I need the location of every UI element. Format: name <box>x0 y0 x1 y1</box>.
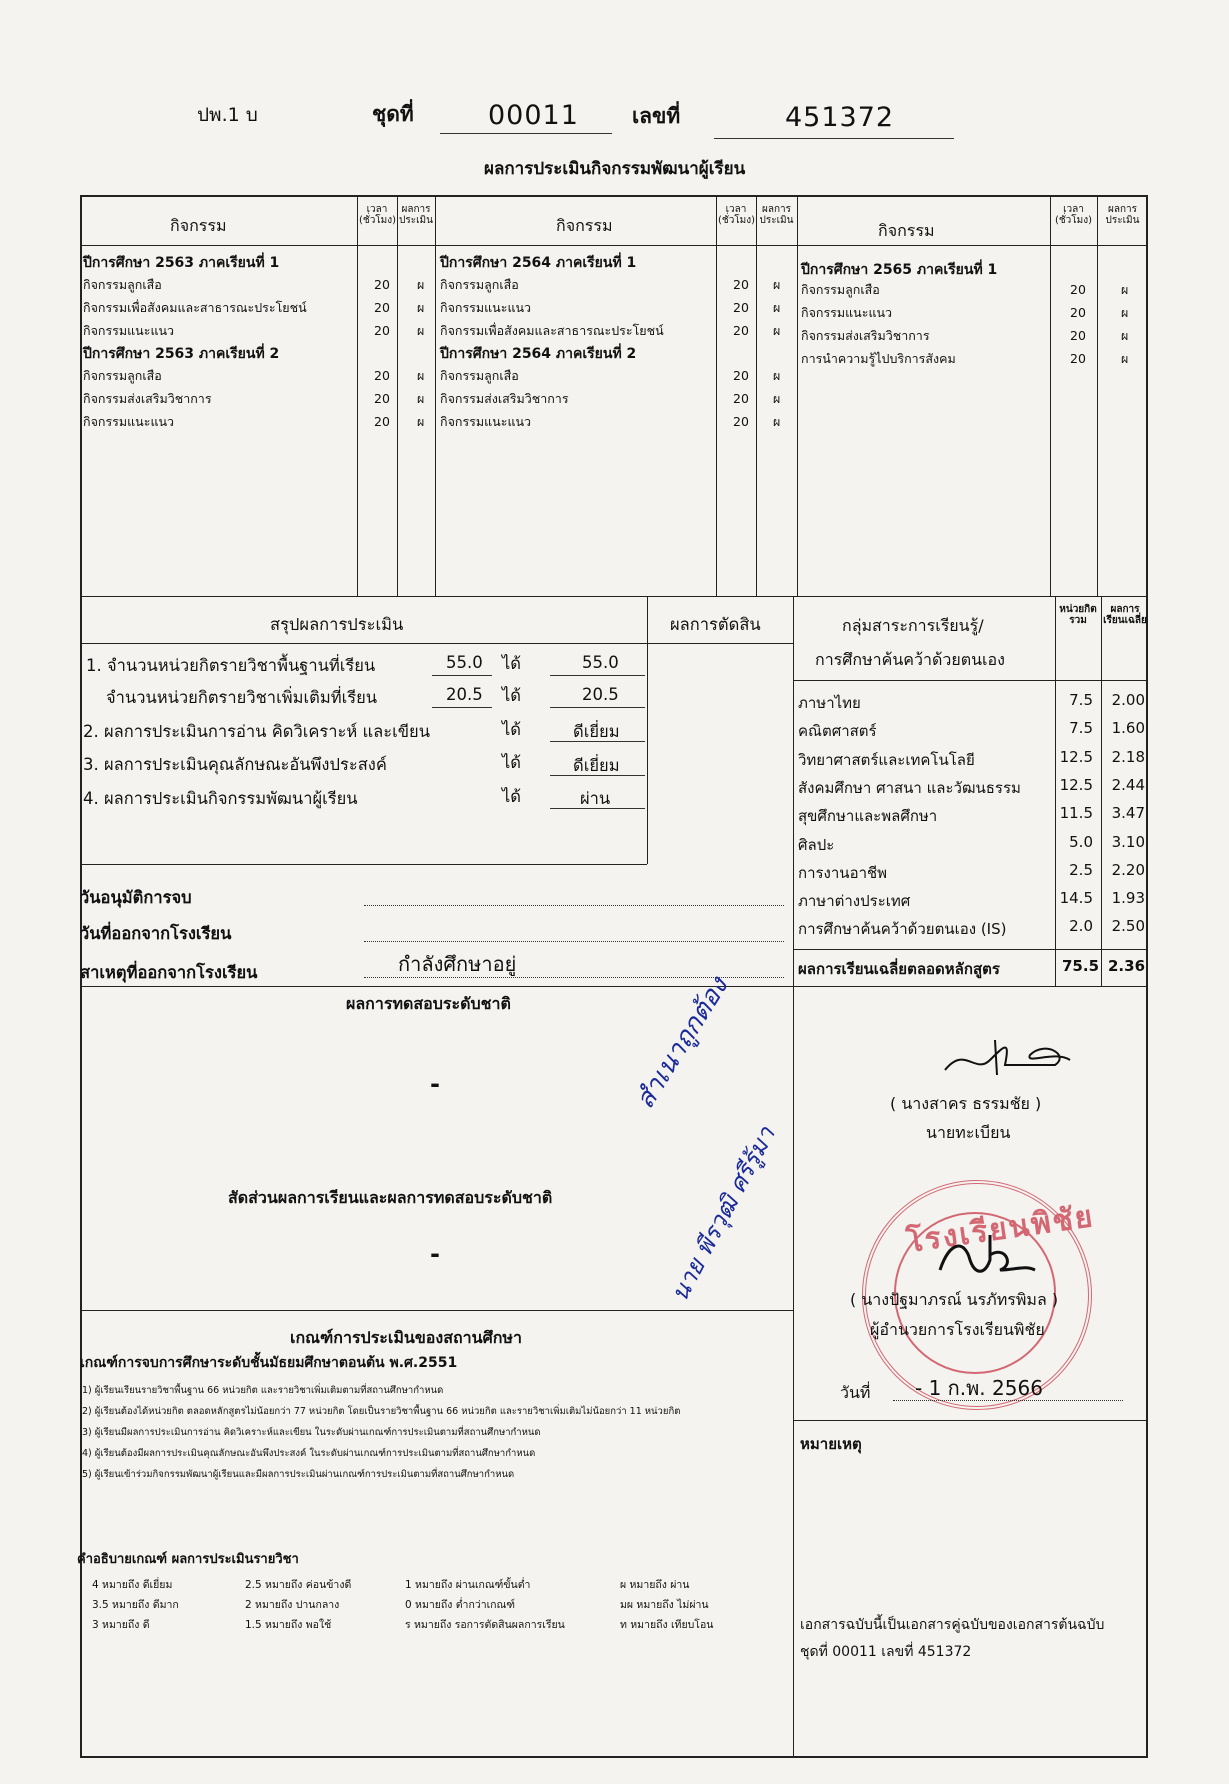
handwritten-certify: สำเนาถูกต้อง <box>630 972 735 1115</box>
legend-item: 3.5 หมายถึง ดีมาก <box>92 1599 179 1611</box>
activity-result: ผ <box>773 391 781 406</box>
activity-name: กิจกรรมลูกเสือ <box>801 282 880 297</box>
subject-credits: 7.5 <box>1069 691 1093 709</box>
summary-row-3-got: ได้ <box>502 720 522 739</box>
col3-activity-header: กิจกรรม <box>878 221 935 240</box>
activity-name: กิจกรรมส่งเสริมวิชาการ <box>83 391 212 406</box>
decision-heading: ผลการตัดสิน <box>670 615 761 634</box>
activity-name: กิจกรรมลูกเสือ <box>83 277 162 292</box>
summary-row-4-got: ได้ <box>502 753 522 772</box>
handwritten-name: นาย พีรวุฒิ ศรีรู้มา <box>665 1122 781 1306</box>
leave-reason-label: สาเหตุที่ออกจากโรงเรียน <box>80 963 258 982</box>
summary-bottom-divider <box>80 864 647 865</box>
criteria-item: 3) ผู้เรียนมีผลการประเมินการอ่าน คิดวิเคราะห์และเขียน ในระดับผ่านเกณฑ์การประเมินตามที่สถานศึกษากำหนด <box>82 1427 541 1438</box>
total-credits: 75.5 <box>1062 957 1100 975</box>
col3-result-header: ผลการประเมิน <box>1105 204 1140 226</box>
activity-hours: 20 <box>733 323 749 338</box>
subject-name: สุขศึกษาและพลศึกษา <box>798 807 938 825</box>
activity-name: กิจกรรมแนะแนว <box>83 323 175 338</box>
legend-item: 4 หมายถึง ดีเยี่ยม <box>92 1579 173 1591</box>
activity-name: กิจกรรมลูกเสือ <box>440 368 519 383</box>
legend-item: 1.5 หมายถึง พอใช้ <box>245 1619 332 1631</box>
director-signature <box>930 1225 1040 1285</box>
activity-hours: 20 <box>733 368 749 383</box>
summary-heading: สรุปผลการประเมิน <box>270 615 404 634</box>
remarks-line-2: ชุดที่ 00011 เลขที่ 451372 <box>800 1644 972 1660</box>
summary-row-3-result: ดีเยี่ยม <box>573 722 620 741</box>
subject-credits: 12.5 <box>1059 748 1093 766</box>
activity-name: กิจกรรมส่งเสริมวิชาการ <box>801 328 930 343</box>
ratio-value: - <box>430 1240 440 1268</box>
leave-reason-value: กำลังศึกษาอยู่ <box>398 952 517 976</box>
semester-heading: ปีการศึกษา 2563 ภาคเรียนที่ 2 <box>83 346 280 362</box>
activity-result: ผ <box>417 414 425 429</box>
registrar-name: ( นางสาคร ธรรมชัย ) <box>890 1094 1042 1113</box>
subject-col-divider <box>1055 596 1056 986</box>
activity-name: กิจกรรมลูกเสือ <box>440 277 519 292</box>
activity-result: ผ <box>1121 351 1129 366</box>
activity-hours: 20 <box>374 323 390 338</box>
subject-name: การงานอาชีพ <box>798 864 888 882</box>
activity-name: กิจกรรมแนะแนว <box>440 414 532 429</box>
activity-name: กิจกรรมแนะแนว <box>440 300 532 315</box>
activity-column-3 <box>801 258 1146 370</box>
legend-item: 0 หมายถึง ต่ำกว่าเกณฑ์ <box>405 1599 515 1611</box>
col-divider <box>797 195 798 596</box>
semester-heading: ปีการศึกษา 2563 ภาคเรียนที่ 1 <box>83 255 280 271</box>
criteria-heading: เกณฑ์การประเมินของสถานศึกษา <box>290 1328 522 1347</box>
leave-date-label: วันที่ออกจากโรงเรียน <box>80 924 232 943</box>
legend-item: 3 หมายถึง ดี <box>92 1619 150 1631</box>
legend-item: 1 หมายถึง ผ่านเกณฑ์ขั้นต่ำ <box>405 1579 531 1591</box>
subject-credits: 5.0 <box>1069 833 1093 851</box>
summary-row-4-result: ดีเยี่ยม <box>573 756 620 775</box>
subject-grade: 2.44 <box>1111 776 1145 794</box>
activity-header-divider <box>80 245 1148 246</box>
set-number-underline <box>440 133 612 134</box>
remarks-heading: หมายเหตุ <box>800 1435 862 1453</box>
semester-heading: ปีการศึกษา 2564 ภาคเรียนที่ 1 <box>440 255 637 271</box>
col2-hours-header: เวลา (ชั่วโมง) <box>718 204 756 226</box>
activity-name: กิจกรรมเพื่อสังคมและสาธารณะประโยชน์ <box>440 323 664 338</box>
activity-hours: 20 <box>374 414 390 429</box>
activity-result: ผ <box>1121 328 1129 343</box>
activity-hours: 20 <box>374 391 390 406</box>
criteria-item: 4) ผู้เรียนต้องมีผลการประเมินคุณลักษณะอันพึงประสงค์ ในระดับผ่านเกณฑ์การประเมินตามที่สถานศึกษากำหนด <box>82 1448 536 1459</box>
activity-result: ผ <box>417 300 425 315</box>
summary-row-1-result: 55.0 <box>582 653 619 672</box>
doc-number-underline <box>714 138 954 139</box>
activity-hours: 20 <box>374 368 390 383</box>
subject-name: การศึกษาค้นคว้าด้วยตนเอง (IS) <box>798 920 1007 938</box>
dotted-line <box>364 977 784 978</box>
criteria-item: 1) ผู้เรียนเรียนรายวิชาพื้นฐาน 66 หน่วยกิต และรายวิชาเพิ่มเติมตามที่สถานศึกษากำหนด <box>82 1385 444 1396</box>
summary-row-2-value: 20.5 <box>446 685 483 704</box>
activity-hours: 20 <box>1070 351 1086 366</box>
legend-heading: คำอธิบายเกณฑ์ ผลการประเมินรายวิชา <box>77 1552 299 1567</box>
col3-hours-header: เวลา (ชั่วโมง) <box>1054 204 1093 226</box>
summary-row-5-result: ผ่าน <box>580 789 611 808</box>
subject-grade: 1.60 <box>1111 719 1145 737</box>
registrar-title: นายทะเบียน <box>926 1123 1011 1142</box>
subject-grade: 1.93 <box>1111 889 1145 907</box>
activity-result: ผ <box>1121 282 1129 297</box>
summary-row-1-value: 55.0 <box>446 653 483 672</box>
dotted-line <box>364 905 784 906</box>
subject-name: ศิลปะ <box>798 836 835 854</box>
col2-activity-header: กิจกรรม <box>556 216 613 235</box>
subject-grade: 2.00 <box>1111 691 1145 709</box>
subject-name: คณิตศาสตร์ <box>798 722 877 740</box>
subject-heading-1: กลุ่มสาระการเรียนรู้/ <box>842 616 984 635</box>
activity-hours: 20 <box>733 414 749 429</box>
ratio-heading: สัดส่วนผลการเรียนและผลการทดสอบระดับชาติ <box>228 1188 553 1207</box>
legend-item: มผ หมายถึง ไม่ผ่าน <box>620 1599 709 1611</box>
activity-name: กิจกรรมส่งเสริมวิชาการ <box>440 391 569 406</box>
registrar-signature <box>935 1035 1075 1085</box>
set-label: ชุดที่ <box>372 102 414 126</box>
dotted-line <box>893 1400 1123 1401</box>
summary-row-4-label: 3. ผลการประเมินคุณลักษณะอันพึงประสงค์ <box>83 755 387 774</box>
col1-activity-header: กิจกรรม <box>170 216 227 235</box>
summary-row-2-got: ได้ <box>502 686 522 705</box>
activity-hours: 20 <box>733 391 749 406</box>
criteria-item: 5) ผู้เรียนเข้าร่วมกิจกรรมพัฒนาผู้เรียนและมีผลการประเมินผ่านเกณฑ์การประเมินตามที่สถานศึกษากำหนด <box>82 1469 515 1480</box>
director-title: ผู้อำนวยการโรงเรียนพิชัย <box>870 1320 1045 1339</box>
director-name: ( นางปัฐมาภรณ์ นรภัทรพิมล ) <box>850 1290 1059 1309</box>
underline <box>550 808 645 809</box>
activity-name: กิจกรรมแนะแนว <box>801 305 893 320</box>
activity-name: การนำความรู้ไปบริการสังคม <box>801 351 956 366</box>
subject-credits: 12.5 <box>1059 776 1093 794</box>
summary-row-3-label: 2. ผลการประเมินการอ่าน คิดวิเคราะห์ และเขียน <box>83 722 430 741</box>
dotted-line <box>364 941 784 942</box>
summary-row-1-got: ได้ <box>502 654 522 673</box>
subject-grade: 3.47 <box>1111 804 1145 822</box>
activity-result: ผ <box>773 368 781 383</box>
activity-name: กิจกรรมเพื่อสังคมและสาธารณะประโยชน์ <box>83 300 307 315</box>
underline <box>550 675 645 676</box>
grade-header: ผลการเรียนเฉลี่ย <box>1103 604 1147 626</box>
summary-row-1-label: 1. จำนวนหน่วยกิตรายวิชาพื้นฐานที่เรียน <box>86 656 376 675</box>
legend-item: ร หมายถึง รอการตัดสินผลการเรียน <box>405 1619 565 1631</box>
activity-column-2 <box>440 251 795 433</box>
remarks-divider <box>793 1420 1148 1421</box>
subject-grade: 2.20 <box>1111 861 1145 879</box>
activity-result: ผ <box>773 323 781 338</box>
activity-hours: 20 <box>733 300 749 315</box>
activity-name: กิจกรรมลูกเสือ <box>83 368 162 383</box>
legend-item: 2 หมายถึง ปานกลาง <box>245 1599 340 1611</box>
semester-heading: ปีการศึกษา 2564 ภาคเรียนที่ 2 <box>440 346 637 362</box>
national-test-value: - <box>430 1070 440 1098</box>
activity-hours: 20 <box>1070 305 1086 320</box>
underline <box>550 741 645 742</box>
activity-result: ผ <box>773 277 781 292</box>
total-label: ผลการเรียนเฉลี่ยตลอดหลักสูตร <box>798 960 1000 978</box>
activity-hours: 20 <box>1070 282 1086 297</box>
col2-result-header: ผลการประเมิน <box>759 204 794 226</box>
subject-credits: 14.5 <box>1059 889 1093 907</box>
legend-item: ท หมายถึง เทียบโอน <box>620 1619 714 1631</box>
activity-name: กิจกรรมแนะแนว <box>83 414 175 429</box>
national-test-heading: ผลการทดสอบระดับชาติ <box>346 994 511 1013</box>
subject-total-divider <box>793 949 1148 950</box>
school-seal-icon: โรงเรียนพิชัย <box>862 1180 1092 1410</box>
criteria-subheading: เกณฑ์การจบการศึกษาระดับชั้นมัธยมศึกษาตอนต้น พ.ศ.2551 <box>80 1355 458 1371</box>
activity-result: ผ <box>773 300 781 315</box>
activity-hours: 20 <box>1070 328 1086 343</box>
decision-header-divider <box>647 643 793 644</box>
underline <box>432 675 492 676</box>
col1-hours-header: เวลา (ชั่วโมง) <box>359 204 397 226</box>
activity-result: ผ <box>1121 305 1129 320</box>
summary-row-2-result: 20.5 <box>582 685 619 704</box>
underline <box>550 775 645 776</box>
date-label: วันที่ <box>840 1383 871 1402</box>
set-number: 00011 <box>488 100 579 131</box>
activity-title: ผลการประเมินกิจกรรมพัฒนาผู้เรียน <box>484 159 746 179</box>
criteria-divider <box>80 1310 793 1311</box>
doc-number-label: เลขที่ <box>632 104 681 128</box>
criteria-item: 2) ผู้เรียนต้องได้หน่วยกิต ตลอดหลักสูตรไม่น้อยกว่า 77 หน่วยกิต โดยเป็นรายวิชาพื้นฐาน 66 หน่วยกิต และรายวิชาเพิ่มเติมไม่น้อยกว่า 11 หน่วยกิต <box>82 1406 681 1417</box>
col-divider <box>1097 195 1098 596</box>
semester-heading: ปีการศึกษา 2565 ภาคเรียนที่ 1 <box>801 262 998 278</box>
activity-result: ผ <box>417 323 425 338</box>
doc-number: 451372 <box>785 102 895 133</box>
date-value: - 1 ก.พ. 2566 <box>915 1376 1043 1400</box>
remarks-line-1: เอกสารฉบับนี้เป็นเอกสารคู่ฉบับของเอกสารต้นฉบับ <box>800 1617 1105 1633</box>
summary-right-divider <box>793 596 794 1758</box>
underline <box>550 707 645 708</box>
subject-grade: 3.10 <box>1111 833 1145 851</box>
subject-col-divider <box>1101 596 1102 986</box>
subject-name: ภาษาไทย <box>798 694 861 712</box>
criteria-list <box>82 1380 680 1485</box>
underline <box>432 707 492 708</box>
subject-credits: 7.5 <box>1069 719 1093 737</box>
summary-row-2-label: จำนวนหน่วยกิตรายวิชาเพิ่มเติมที่เรียน <box>106 688 378 707</box>
subject-grade: 2.18 <box>1111 748 1145 766</box>
activity-column-1 <box>83 251 433 433</box>
subject-header-divider <box>793 680 1148 681</box>
decision-divider <box>647 596 648 864</box>
form-code: ปพ.1 บ <box>197 104 258 126</box>
total-grade: 2.36 <box>1108 957 1146 975</box>
subject-name: สังคมศึกษา ศาสนา และวัฒนธรรม <box>798 779 1021 797</box>
subject-credits: 2.0 <box>1069 917 1093 935</box>
activity-hours: 20 <box>374 300 390 315</box>
activity-result: ผ <box>417 277 425 292</box>
summary-row-5-label: 4. ผลการประเมินกิจกรรมพัฒนาผู้เรียน <box>83 789 358 808</box>
activity-hours: 20 <box>733 277 749 292</box>
activity-result: ผ <box>417 391 425 406</box>
legend-item: 2.5 หมายถึง ค่อนข้างดี <box>245 1579 352 1591</box>
graduation-date-label: วันอนุมัติการจบ <box>80 888 192 907</box>
col1-result-header: ผลการประเมิน <box>399 204 433 226</box>
summary-section-bottom <box>80 986 1148 987</box>
subject-name: วิทยาศาสตร์และเทคโนโลยี <box>798 751 975 769</box>
subject-credits: 2.5 <box>1069 861 1093 879</box>
subject-credits: 11.5 <box>1059 804 1093 822</box>
summary-header-divider <box>80 643 647 644</box>
activity-bottom-divider <box>80 596 1148 597</box>
activity-hours: 20 <box>374 277 390 292</box>
col-divider <box>435 195 436 596</box>
activity-result: ผ <box>417 368 425 383</box>
subject-heading-2: การศึกษาค้นคว้าด้วยตนเอง <box>815 650 1005 669</box>
activity-result: ผ <box>773 414 781 429</box>
credits-header: หน่วยกิตรวม <box>1059 604 1097 626</box>
subject-grade: 2.50 <box>1111 917 1145 935</box>
summary-row-5-got: ได้ <box>502 787 522 806</box>
subject-name: ภาษาต่างประเทศ <box>798 892 911 910</box>
col-divider <box>1050 195 1051 596</box>
legend-item: ผ หมายถึง ผ่าน <box>620 1579 690 1591</box>
